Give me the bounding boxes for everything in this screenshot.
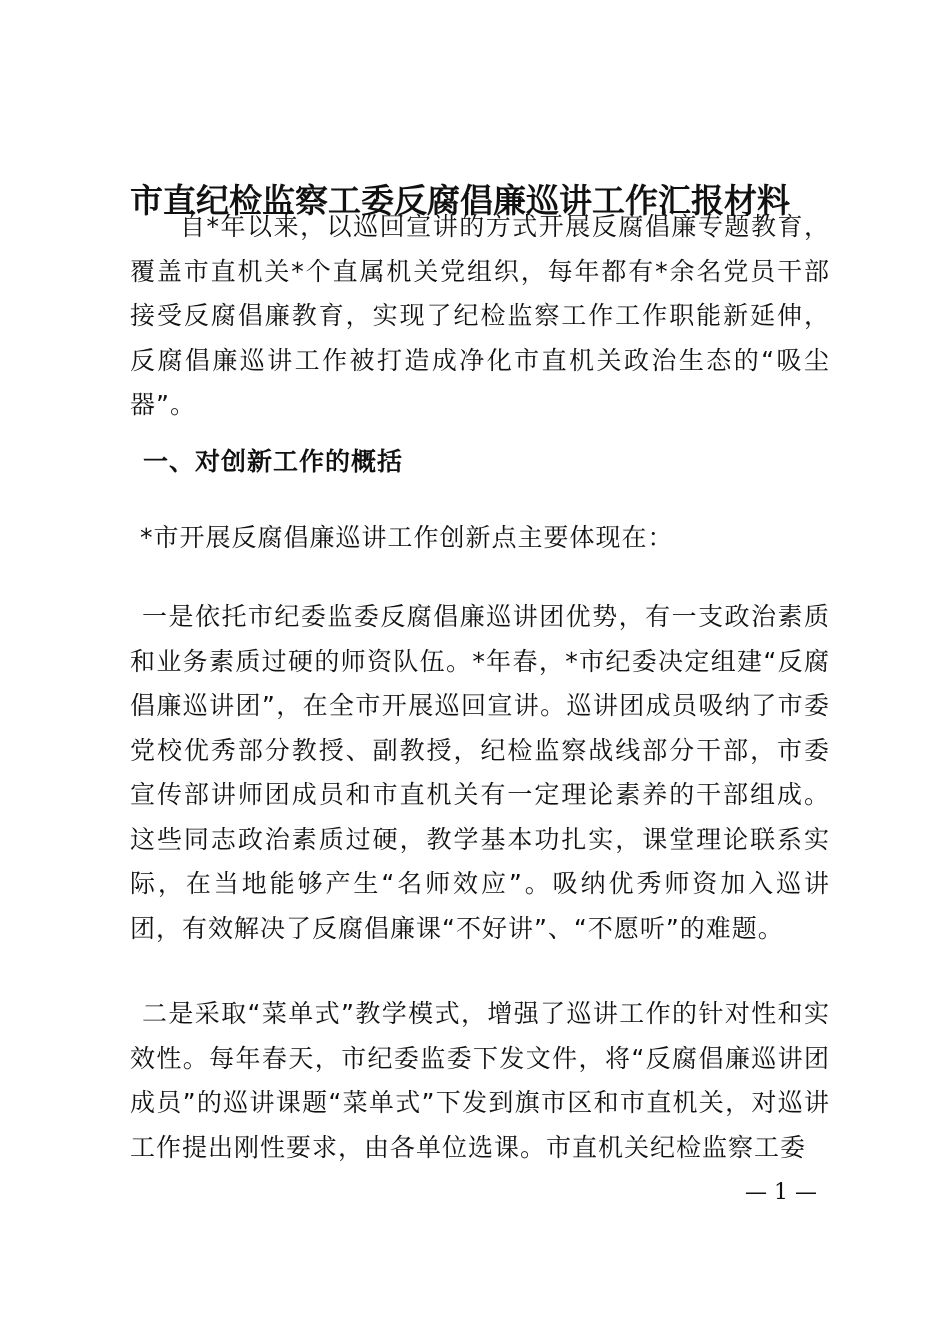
point-one-paragraph: 一是依托市纪委监委反腐倡廉巡讲团优势，有一支政治素质和业务素质过硬的师资队伍。*年春，*市纪委决定组建“反腐倡廉巡讲团”，在全市开展巡回宣讲。巡讲团成员吸纳了市委党校优秀部分教授、副教授，纪检监察战线部分干部，市委宣传部讲师团成员和市直机关有一定理论素养的干部组成。这些同志政治素质过硬，教学基本功扎实，课堂理论联系实际，在当地能够产生“名师效应”。吸纳优秀师资加入巡讲团，有效解决了反腐倡廉课“不好讲”、“不愿听”的难题。	[130, 602, 830, 943]
section-heading: 一、对创新工作的概括	[143, 447, 404, 476]
page-number: — 1 —	[745, 1180, 817, 1205]
point-two-paragraph: 二是采取“菜单式”教学模式，增强了巡讲工作的针对性和实效性。每年春天，市纪委监委下发文件，将“反腐倡廉巡讲团成员”的巡讲课题“菜单式”下发到旗市区和市直机关，对巡讲工作提出刚性要求，由各单位选课。市直机关纪检监察工委	[130, 999, 830, 1162]
section-lead-sentence: *市开展反腐倡廉巡讲工作创新点主要体现在：	[140, 523, 674, 552]
document-title: 市直纪检监察工委反腐倡廉巡讲工作汇报材料	[130, 181, 790, 220]
intro-paragraph: 自*年以来，以巡回宣讲的方式开展反腐倡廉专题教育，覆盖市直机关*个直属机关党组织，每年都有*余名党员干部接受反腐倡廉教育，实现了纪检监察工作工作职能新延伸，反腐倡廉巡讲工作被打造成净化市直机关政治生态的“吸尘器”。	[130, 212, 830, 419]
